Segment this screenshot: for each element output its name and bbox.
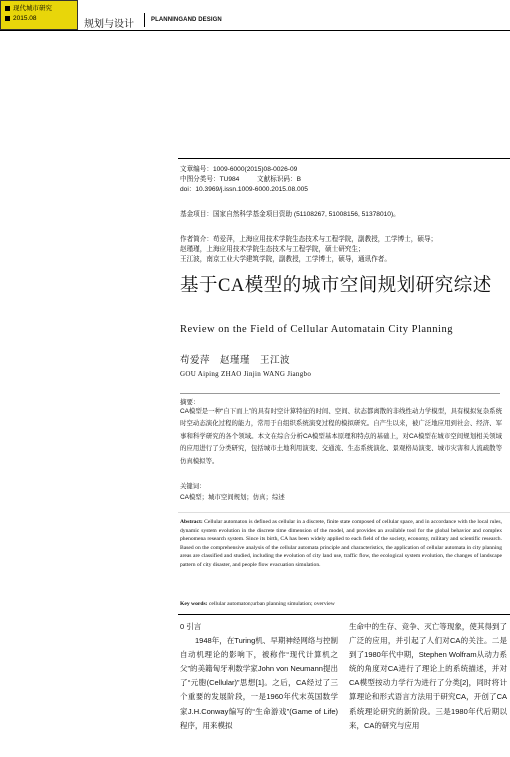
doc-code: B xyxy=(296,176,302,183)
author-bio-1: 作者简介：苟爱萍，上海应用技术学院生态技术与工程学院，副教授，工学博士，硕导； xyxy=(180,236,438,243)
author-bio-3: 王江波，南京工业大学建筑学院，副教授，工学博士，硕导，通讯作者。 xyxy=(180,256,391,263)
abstract-text-en: Cellular automaton is defined as cellular in a discrete, finite state composed of cellular space, and in accordance with the local rules, dynamic system evolution in the discrete time dimension of the model, and provides an available tool for the global behavior and complex phenomena research system. Since its birth, CA has been widely applied to each field of the society, economy, military and scientific research. Based on the comprehensive analysis of the cellular automata principle and characteristics, the application of cellular automata in city planning areas are classified and studied, including the evolution of city land use, traffic flow, the ecological system evolution, the changes of landscape pattern of city disaster, and people flow evacuation simulation. xyxy=(180,519,502,568)
abstract-bottom-rule xyxy=(178,614,510,615)
author-bio-2: 赵瑾瑾，上海应用技术学院生态技术与工程学院，硕士研究生； xyxy=(180,246,365,253)
journal-name: 现代城市研究 xyxy=(13,5,52,12)
section-heading: 0 引言 xyxy=(180,622,202,631)
section-title-zh: 规划与设计 xyxy=(84,19,134,30)
section-divider xyxy=(144,13,145,27)
authors-zh: 苟爱萍 赵瑾瑾 王江波 xyxy=(180,356,291,366)
classification-line xyxy=(180,175,301,185)
journal-badge xyxy=(0,0,78,30)
fund-info: 基金项目：国家自然科学基金项目资助 (51108267, 51008156, 51378010)。 xyxy=(180,211,400,218)
keywords-text-en: cellular automaton;urban planning simulation; overview xyxy=(208,601,335,607)
class-no-label: 中图分类号： xyxy=(180,176,220,183)
body-column-2 xyxy=(349,620,507,733)
keywords-label-zh: 关键词： xyxy=(180,483,206,490)
abstract-label-zh: 摘要： xyxy=(180,399,200,406)
abstract-zh: CA模型是一种“自下而上”的具有时空计算特征的时间、空间、状态都离散的非线性动力学模型，具有模拟复杂系统时空动态演化过程的能力，常用于自组织系统演变过程的模拟研究。自产生以来，被广泛地应用到社会、经济、军事和科学研究的各个领域。本文在综合分析CA模型基本原理和特点的基础上，对CA模型在城市空间规划相关领域的应用进行了分类研究，包括城市土地利用演变、交通流、生态系统演化、景观格局演变、城市灾害和人流疏散等仿真模拟等。 xyxy=(180,408,502,465)
section-title-en: PLANNINGAND DESIGN xyxy=(151,17,222,23)
journal-issue: 2015.08 xyxy=(13,15,37,22)
body-paragraph: 生命中的生存、竞争、灭亡等现象，使其得到了广泛的应用，并引起了人们对CA的关注。二是到了1980年代中期，Stephen Wolfram从动力系统的角度对CA进行了理论上的系统描述，并对CA模型按动力学行为进行了分类[2]，同时将计算理论和形式语言方法用于研究CA，开创了CA系统理论研究的新阶段。三是1980年代后期以来，CA的研究与应用 xyxy=(349,622,507,730)
doc-code-label: 文献标识码： xyxy=(257,176,297,183)
abstract-label-en: Abstract: xyxy=(180,519,203,525)
keywords-label-en: Key words: xyxy=(180,601,208,607)
keywords-en xyxy=(180,601,335,607)
body-column-1 xyxy=(180,620,338,733)
header-rule xyxy=(0,30,510,31)
doi: doi：10.3969/j.issn.1009-6000.2015.08.005 xyxy=(180,186,308,193)
abstract-divider xyxy=(178,512,510,513)
keywords-zh: CA模型；城市空间规划；仿真；综述 xyxy=(180,494,285,501)
badge-dot-icon xyxy=(5,6,10,11)
article-number: 文章编号：1009-6000(2015)08-0026-09 xyxy=(180,166,298,173)
body-paragraph: 1948年，在Turing机、早期神经网络与控制自动机理论的影响下，被称作“现代计算机之父”的美籍匈牙利数学家John von Neumann提出了“元胞(Cellular)”思想[1]。之后，CA经过了三个重要的发展阶段，一是1960年代末英国数学家J.H.Conway编写的“生命游戏”(Game of Life)程序，用来模拟 xyxy=(180,636,338,730)
badge-dot-icon xyxy=(5,16,10,21)
title-en: Review on the Field of Cellular Automatain City Planning xyxy=(180,324,453,335)
abstract-en xyxy=(180,518,502,570)
class-no: TU984 xyxy=(219,176,240,183)
meta-top-rule xyxy=(178,158,510,159)
authors-en: GOU Aiping ZHAO Jinjin WANG Jiangbo xyxy=(180,370,312,378)
title-zh: 基于CA模型的城市空间规划研究综述 xyxy=(180,276,492,296)
